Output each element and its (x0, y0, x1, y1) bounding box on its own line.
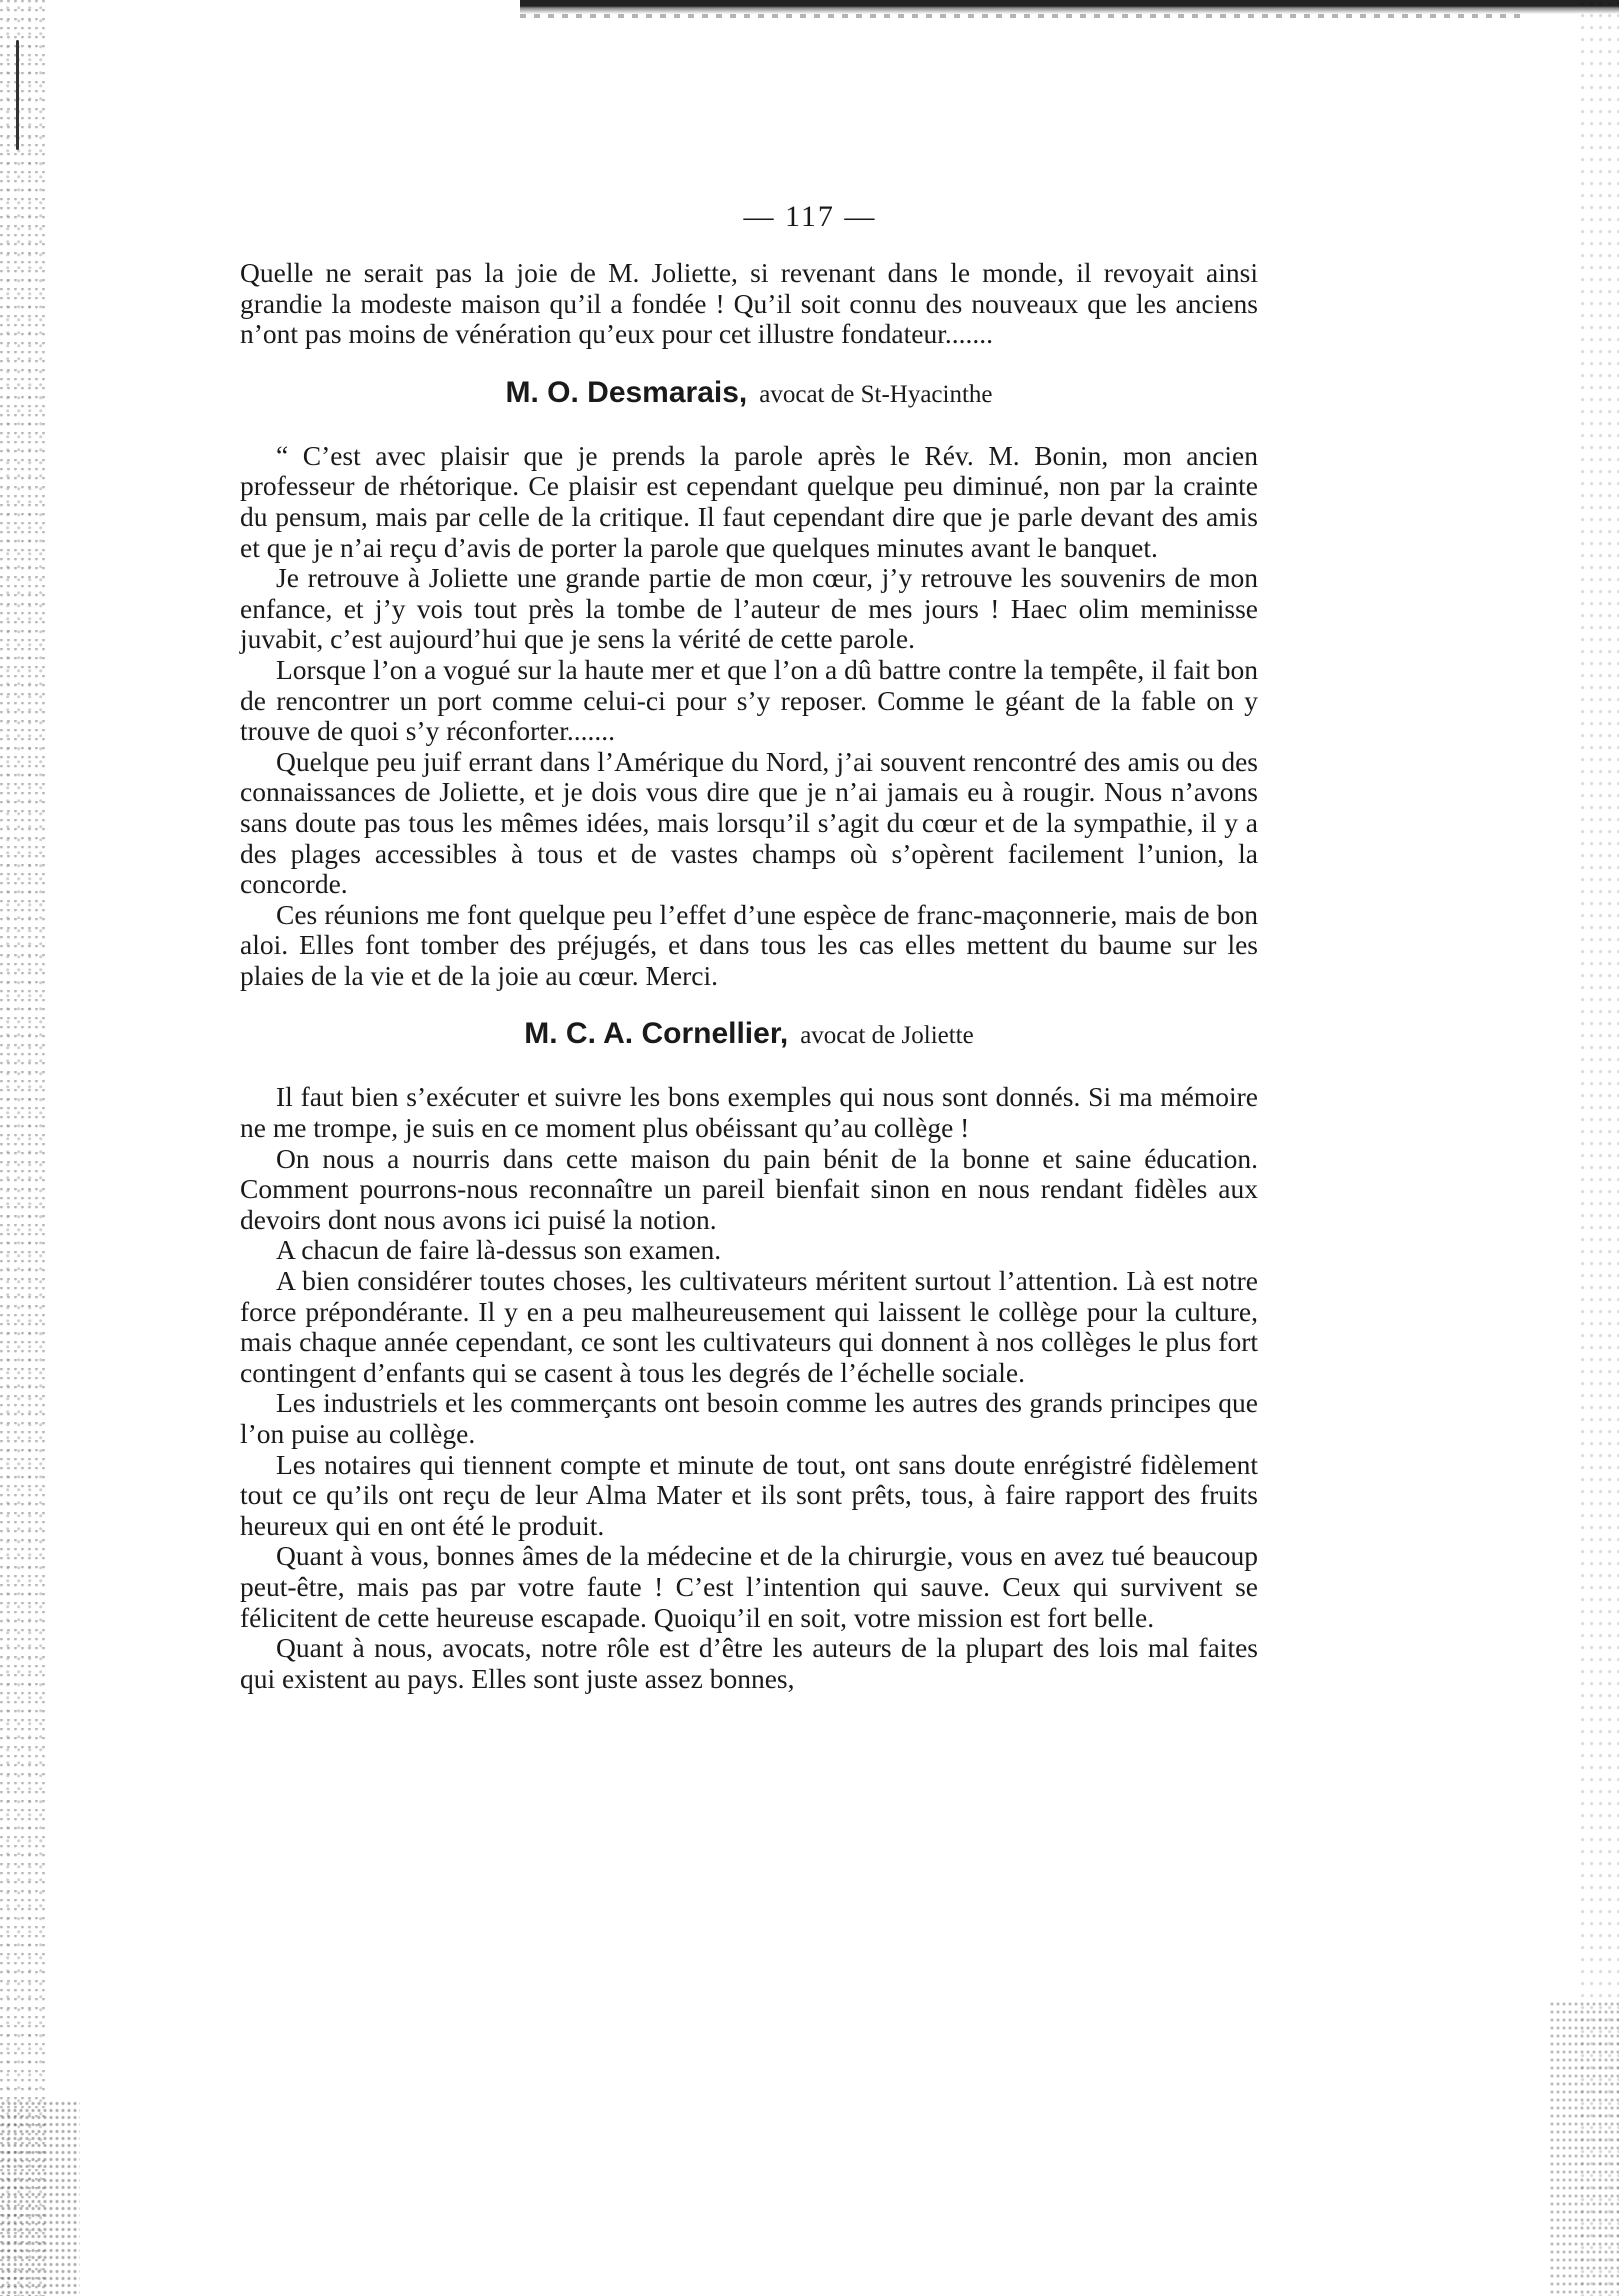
scan-top-border (520, 0, 1619, 14)
speaker-heading-cornellier (240, 1017, 1258, 1056)
speech-paragraph: Il faut bien s’exécuter et suivre les bons exemples qui nous sont donnés. Si ma mémoire ne me trompe, je suis en ce moment plus obéissant qu’au collège ! (240, 1081, 1258, 1144)
speech-paragraph: Les notaires qui tiennent compte et minute de tout, ont sans doute enrégistré fidèlement tout ce qu’ils ont reçu de leur Alma Mater et ils sont prêts, tous, à faire rapport des fruits heureux qui en ont été le produit. (240, 1448, 1258, 1541)
scan-bottom-right-noise (1549, 2000, 1619, 2296)
speech-paragraph: On nous a nourris dans cette maison du pain bénit de la bonne et saine éducation. Comment pourrons-nous reconnaître un pareil bienfait sinon en nous rendant fidèles aux devoirs dont nous avons ici puisé la notion. (240, 1142, 1258, 1235)
speaker-name: M. O. Desmarais, (505, 375, 748, 409)
speech-paragraph: Les industriels et les commerçants ont besoin comme les autres des grands principes que l’on puise au collège. (240, 1387, 1258, 1449)
speech-paragraph: “ C’est avec plaisir que je prends la parole après le Rév. M. Bonin, mon ancien professeur de rhétorique. Ce plaisir est cependant quelque peu diminué, non par la crainte du pensum, mais par celle de la critique. Il faut cependant dire que je parle devant des amis et que je n’ai reçu d’avis de porter la parole que quelques minutes avant le banquet. (240, 439, 1258, 563)
scan-top-noise (520, 14, 1520, 18)
speech-paragraph: Lorsque l’on a vogué sur la haute mer et que l’on a dû battre contre la tempête, il fait bon de rencontrer un port comme celui-ci pour s’y reposer. Comme le géant de la fable on y trouve de quoi s’y réconforter....... (240, 653, 1259, 747)
speaker-heading-desmarais (240, 376, 1258, 415)
document-page (240, 200, 1258, 1694)
page-number: — 117 — (743, 200, 877, 233)
speech-paragraph: Quelque peu juif errant dans l’Amérique du Nord, j’ai souvent rencontré des amis ou des connaissances de Joliette, et je dois vous dire que je n’ai jamais eu à rougir. Nous n’avons sans doute pas tous les mêmes idées, mais lorsqu’il s’agit du cœur et de la sympathie, il y a des plages accessibles à tous et de vastes champs où s’opèrent facilement l’union, la concorde. (240, 745, 1258, 900)
speech-paragraph: A bien considérer toutes choses, les cultivateurs méritent surtout l’attention. Là est notre force prépondérante. Il y en a peu malheureusement qui laissent le collège pour la culture, mais chaque année cependant, ce sont les cultivateurs qui donnent à nos collèges le plus fort contingent d’enfants qui se casent à tous les degrés de l’échelle sociale. (240, 1265, 1258, 1388)
scan-bottom-left-noise (0, 2100, 80, 2296)
scan-left-edge (0, 0, 46, 2296)
speech-paragraph: A chacun de faire là-dessus son examen. (276, 1234, 722, 1266)
speaker-role: avocat de Joliette (800, 1022, 974, 1050)
speech-paragraph: Quant à nous, avocats, notre rôle est d’être les auteurs de la plupart des lois mal faites qui existent au pays. Elles sont juste assez bonnes, (240, 1632, 1258, 1694)
speech-paragraph: Ces réunions me font quelque peu l’effet d’une espèce de franc-maçonnerie, mais de bon aloi. Elles font tomber des préjugés, et dans tous les cas elles mettent du baume sur les plaies de la vie et de la joie au cœur. Merci. (240, 898, 1258, 991)
intro-paragraph: Quelle ne serait pas la joie de M. Joliette, si revenant dans le monde, il revoyait ainsi grandie la modeste maison qu’il a fondée ! Qu’il soit connu des nouveaux que les anciens n’ont pas moins de vénération qu’eux pour cet illustre fondateur....... (240, 257, 1258, 350)
speech-paragraph: Quant à vous, bonnes âmes de la médecine et de la chirurgie, vous en avez tué beaucoup peut-être, mais pas par votre faute ! C’est l’intention qui sauve. Ceux qui survivent se félicitent de cette heureuse escapade. Quoiqu’il en soit, votre mission est fort belle. (240, 1540, 1258, 1633)
scan-right-edge (1579, 0, 1619, 2296)
speaker-name: M. C. A. Cornellier, (524, 1017, 789, 1051)
scan-left-mark (16, 40, 19, 150)
speaker-role: avocat de St-Hyacinthe (759, 380, 993, 408)
speech-paragraph: Je retrouve à Joliette une grande partie de mon cœur, j’y retrouve les souvenirs de mon enfance, et j’y vois tout près la tombe de l’auteur de mes jours ! Haec olim meminisse juvabit, c’est aujourd’hui que je sens la vérité de cette parole. (240, 562, 1258, 655)
